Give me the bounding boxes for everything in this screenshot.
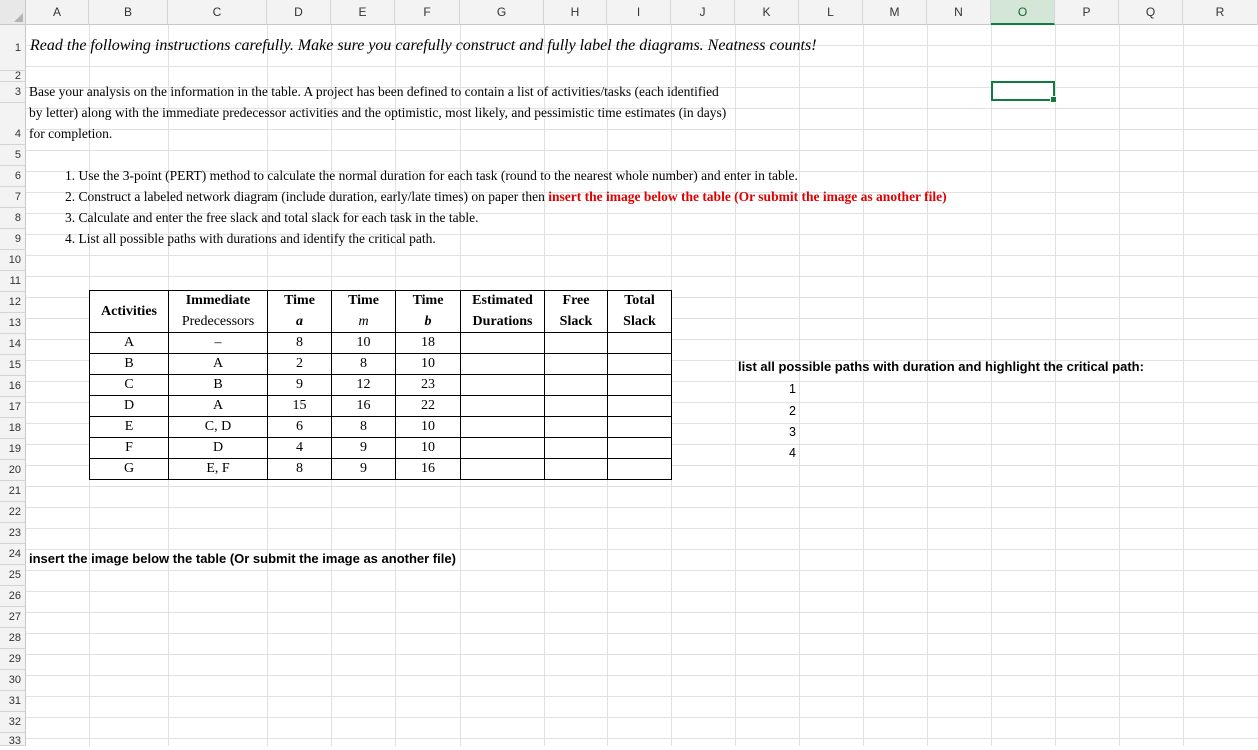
row-header[interactable]: 5 xyxy=(0,145,26,166)
cell-time-b[interactable]: 16 xyxy=(396,459,461,480)
cell-time-a[interactable]: 4 xyxy=(268,438,332,459)
cell-predecessor[interactable]: C, D xyxy=(169,417,268,438)
cell-activity[interactable]: C xyxy=(90,375,169,396)
fill-handle[interactable] xyxy=(1050,96,1057,103)
cell-estimated-duration[interactable] xyxy=(461,354,545,375)
cell-time-m[interactable]: 8 xyxy=(332,354,396,375)
cell-activity[interactable]: E xyxy=(90,417,169,438)
header-slack-free: Slack xyxy=(545,312,608,333)
cell-predecessor[interactable]: E, F xyxy=(169,459,268,480)
pert-table xyxy=(89,290,672,480)
cell-time-m[interactable]: 16 xyxy=(332,396,396,417)
cell-estimated-duration[interactable] xyxy=(461,417,545,438)
column-header-c[interactable]: C xyxy=(168,0,267,25)
row-header[interactable]: 28 xyxy=(0,628,26,649)
cell-time-b[interactable]: 18 xyxy=(396,333,461,354)
table-row xyxy=(90,375,672,396)
cell-predecessor[interactable]: B xyxy=(169,375,268,396)
row-header[interactable]: 27 xyxy=(0,607,26,628)
header-total: Total xyxy=(608,291,672,312)
column-header-p[interactable]: P xyxy=(1055,0,1119,25)
cell-activity[interactable]: D xyxy=(90,396,169,417)
column-header-e[interactable]: E xyxy=(331,0,395,25)
cell-time-b[interactable]: 10 xyxy=(396,438,461,459)
row-header[interactable]: 12 xyxy=(0,292,26,313)
path-number: 1 xyxy=(789,382,796,396)
cell-activity[interactable]: G xyxy=(90,459,169,480)
column-header-a[interactable]: A xyxy=(26,0,89,25)
row-header[interactable]: 15 xyxy=(0,355,26,376)
cell-time-a[interactable]: 2 xyxy=(268,354,332,375)
column-header-h[interactable]: H xyxy=(544,0,607,25)
cell-free-slack[interactable] xyxy=(545,396,608,417)
row-header[interactable]: 13 xyxy=(0,313,26,334)
column-headers xyxy=(0,0,1258,25)
column-header-b[interactable]: B xyxy=(89,0,168,25)
header-durations: Durations xyxy=(461,312,545,333)
row-header[interactable]: 2 xyxy=(0,71,26,82)
table-row xyxy=(90,396,672,417)
header-b: b xyxy=(396,312,461,333)
header-time-b: Time xyxy=(396,291,461,312)
instruction-step-3: 3. Calculate and enter the free slack and total slack for each task in the table. xyxy=(65,210,479,225)
cell-time-b[interactable]: 10 xyxy=(396,354,461,375)
column-header-n[interactable]: N xyxy=(927,0,991,25)
cell-estimated-duration[interactable] xyxy=(461,375,545,396)
cell-free-slack[interactable] xyxy=(545,354,608,375)
cell-free-slack[interactable] xyxy=(545,459,608,480)
table-row xyxy=(90,354,672,375)
cell-predecessor[interactable]: – xyxy=(169,333,268,354)
paths-heading: list all possible paths with duration and highlight the critical path: xyxy=(738,359,1144,374)
column-header-l[interactable]: L xyxy=(799,0,863,25)
cell-time-a[interactable]: 9 xyxy=(268,375,332,396)
table-header-row-2 xyxy=(90,312,672,333)
table-row xyxy=(90,459,672,480)
table-row xyxy=(90,333,672,354)
header-a: a xyxy=(268,312,332,333)
instruction-step-4: 4. List all possible paths with durations and identify the critical path. xyxy=(65,231,436,246)
header-immediate: Immediate xyxy=(169,291,268,312)
row-header[interactable]: 33 xyxy=(0,733,26,746)
cell-time-a[interactable]: 15 xyxy=(268,396,332,417)
instruction-step-2-highlight: insert the image below the table (Or submit the image as another file) xyxy=(548,189,947,204)
row-header[interactable]: 21 xyxy=(0,481,26,502)
cell-activity[interactable]: F xyxy=(90,438,169,459)
column-header-d[interactable]: D xyxy=(267,0,331,25)
row-header[interactable]: 9 xyxy=(0,229,26,250)
cell-estimated-duration[interactable] xyxy=(461,438,545,459)
header-time-m: Time xyxy=(332,291,396,312)
row-header[interactable]: 19 xyxy=(0,439,26,460)
cell-time-a[interactable]: 8 xyxy=(268,459,332,480)
active-cell-o3[interactable] xyxy=(991,81,1055,101)
header-free: Free xyxy=(545,291,608,312)
cell-total-slack[interactable] xyxy=(608,375,672,396)
table-row xyxy=(90,438,672,459)
header-activities: Activities xyxy=(90,291,169,333)
row-header[interactable]: 1 xyxy=(0,25,26,71)
instruction-step-1: 1. Use the 3-point (PERT) method to calculate the normal duration for each task (round to the nearest whole number) and enter in table. xyxy=(65,168,798,183)
cell-free-slack[interactable] xyxy=(545,375,608,396)
row-header[interactable]: 31 xyxy=(0,691,26,712)
cell-time-b[interactable]: 10 xyxy=(396,417,461,438)
row-header[interactable]: 11 xyxy=(0,271,26,292)
row-header[interactable]: 29 xyxy=(0,649,26,670)
cell-time-b[interactable]: 23 xyxy=(396,375,461,396)
row-header[interactable]: 30 xyxy=(0,670,26,691)
cell-estimated-duration[interactable] xyxy=(461,459,545,480)
instruction-step-2 xyxy=(65,189,947,205)
cell-time-m[interactable]: 10 xyxy=(332,333,396,354)
column-header-k[interactable]: K xyxy=(735,0,799,25)
intro-line-1: Base your analysis on the information in the table. A project has been defined to contain a list of activities/tasks (each identified xyxy=(29,84,719,99)
cell-total-slack[interactable] xyxy=(608,417,672,438)
path-number: 3 xyxy=(789,425,796,439)
header-estimated: Estimated xyxy=(461,291,545,312)
column-header-f[interactable]: F xyxy=(395,0,460,25)
row-header[interactable]: 16 xyxy=(0,376,26,397)
row-header[interactable]: 6 xyxy=(0,166,26,187)
cell-time-m[interactable]: 9 xyxy=(332,459,396,480)
cell-total-slack[interactable] xyxy=(608,396,672,417)
row-header[interactable]: 18 xyxy=(0,418,26,439)
cell-predecessor[interactable]: A xyxy=(169,354,268,375)
column-header-o[interactable]: O xyxy=(991,0,1055,25)
row-header[interactable]: 8 xyxy=(0,208,26,229)
cell-total-slack[interactable] xyxy=(608,354,672,375)
column-header-m[interactable]: M xyxy=(863,0,927,25)
cell-time-b[interactable]: 22 xyxy=(396,396,461,417)
cell-free-slack[interactable] xyxy=(545,333,608,354)
path-number: 2 xyxy=(789,404,796,418)
cell-time-m[interactable]: 12 xyxy=(332,375,396,396)
cell-free-slack[interactable] xyxy=(545,417,608,438)
cell-time-a[interactable]: 8 xyxy=(268,333,332,354)
header-time-a: Time xyxy=(268,291,332,312)
path-number: 4 xyxy=(789,446,796,460)
cell-time-m[interactable]: 8 xyxy=(332,417,396,438)
cell-estimated-duration[interactable] xyxy=(461,396,545,417)
header-predecessors: Predecessors xyxy=(169,312,268,333)
row-header[interactable]: 23 xyxy=(0,523,26,544)
column-header-q[interactable]: Q xyxy=(1119,0,1183,25)
cell-free-slack[interactable] xyxy=(545,438,608,459)
column-header-j[interactable]: J xyxy=(671,0,735,25)
cell-total-slack[interactable] xyxy=(608,459,672,480)
cell-predecessor[interactable]: A xyxy=(169,396,268,417)
table-header-row xyxy=(90,291,672,312)
row-header[interactable]: 26 xyxy=(0,586,26,607)
table-row xyxy=(90,417,672,438)
row-header[interactable]: 3 xyxy=(0,82,26,103)
cell-total-slack[interactable] xyxy=(608,333,672,354)
row-header[interactable]: 14 xyxy=(0,334,26,355)
intro-line-2: by letter) along with the immediate predecessor activities and the optimistic, most likely, and pessimistic time estimates (in days) xyxy=(29,105,727,120)
row-header[interactable]: 25 xyxy=(0,565,26,586)
column-header-r[interactable]: R xyxy=(1183,0,1258,25)
instruction-step-2-text: 2. Construct a labeled network diagram (include duration, early/late times) on paper then xyxy=(65,189,549,204)
cell-activity[interactable]: A xyxy=(90,333,169,354)
cell-time-m[interactable]: 9 xyxy=(332,438,396,459)
sheet-title: Read the following instructions carefully. Make sure you carefully construct and fully label the diagrams. Neatness counts! xyxy=(30,37,817,54)
row-header[interactable]: 17 xyxy=(0,397,26,418)
header-m: m xyxy=(332,312,396,333)
cell-estimated-duration[interactable] xyxy=(461,333,545,354)
row-header[interactable]: 10 xyxy=(0,250,26,271)
insert-image-note: insert the image below the table (Or submit the image as another file) xyxy=(29,551,456,566)
header-slack-total: Slack xyxy=(608,312,672,333)
cell-total-slack[interactable] xyxy=(608,438,672,459)
row-header[interactable]: 22 xyxy=(0,502,26,523)
row-header[interactable]: 32 xyxy=(0,712,26,733)
row-header[interactable]: 20 xyxy=(0,460,26,481)
row-header[interactable]: 24 xyxy=(0,544,26,565)
cell-activity[interactable]: B xyxy=(90,354,169,375)
column-header-g[interactable]: G xyxy=(460,0,544,25)
row-header[interactable]: 4 xyxy=(0,103,26,145)
cell-predecessor[interactable]: D xyxy=(169,438,268,459)
row-header[interactable]: 7 xyxy=(0,187,26,208)
column-header-i[interactable]: I xyxy=(607,0,671,25)
cell-time-a[interactable]: 6 xyxy=(268,417,332,438)
intro-line-3: for completion. xyxy=(29,126,113,141)
